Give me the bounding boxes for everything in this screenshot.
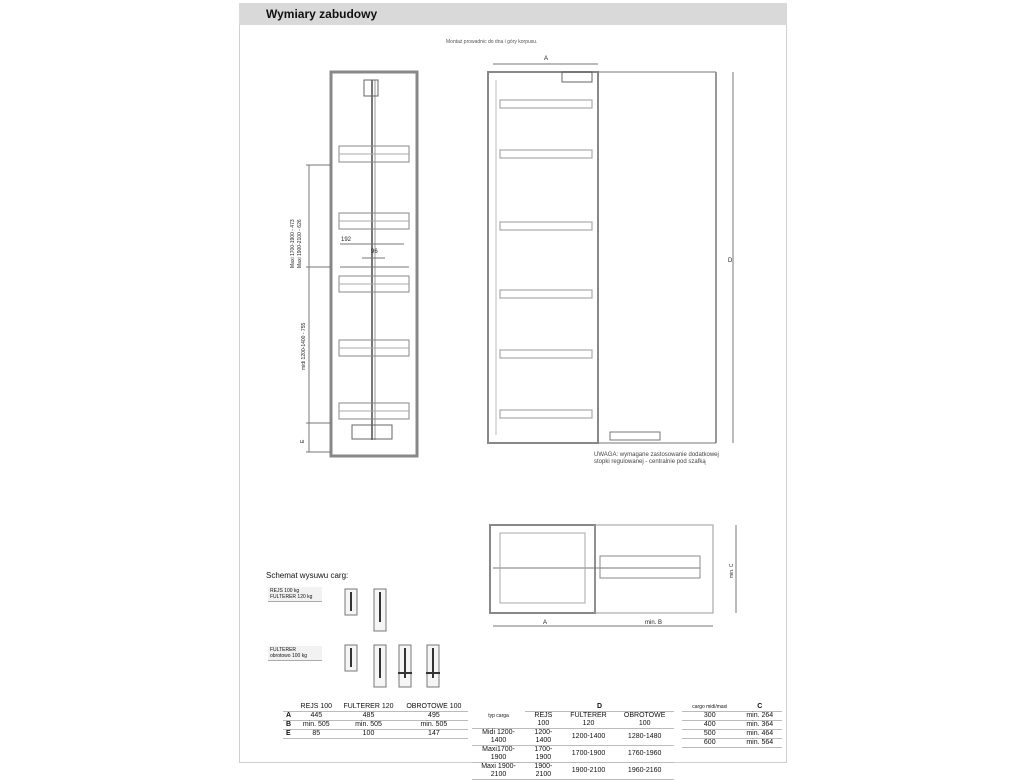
t3-cell: min. 464 [738,730,782,739]
table-row [283,712,468,721]
t3-cell: 500 [682,730,738,739]
mode2-line2: obrotowo 100 kg [270,653,307,659]
table-row [682,730,782,739]
mounting-note: Montaż prowadnic do dna i góry korpusu. [446,39,538,45]
t2-cell: 1200-1400 [525,729,562,746]
dim-96: 96 [371,249,378,255]
t1-h1: REJS 100 [295,703,337,712]
dim-min-b: min. B [645,620,663,626]
schemat-title: Schemat wysuwu carg: [266,571,349,580]
mode-fulterer-obrotowo [268,646,322,661]
front-view-cabinet [306,72,417,456]
t3-cell: min. 564 [738,739,782,748]
t2-h1: REJS 100 [525,712,562,729]
table-row [472,746,674,763]
t2-cell: 1760-1960 [615,746,674,763]
top-view-cabinet [490,525,736,626]
t2-cell: Midi 1200-1400 [472,729,525,746]
t2-h2: FULTERER 120 [562,712,616,729]
t3-cell: 300 [682,712,738,721]
t1-cell: 485 [337,712,400,721]
mode1-line1: REJS 100 kg [270,588,300,594]
table-row [682,712,782,721]
t3-cell: 600 [682,739,738,748]
warning-note: UWAGA: wymagane zastosowanie dodatkowej stopki regulowanej - centralnie pod szafką [594,452,719,465]
t2-cell: 1960-2160 [615,763,674,780]
dim-192: 192 [341,237,352,243]
t1-cell: 445 [295,712,337,721]
dim-midi: midi 1200-1400 - 755 [301,322,307,370]
dim-min-c: min. C [729,563,735,578]
t1-cell: min. 505 [337,721,400,730]
t2-cell: 1280-1480 [615,729,674,746]
t2-cell: 1900-2100 [525,763,562,780]
mode-rejs-fulterer [268,587,322,602]
dim-maxi-2: Maxi 1900-2100 - 626 [297,219,303,268]
dim-maxi-1: Maxi 1700-1900 - 473 [290,219,296,268]
page-title: Wymiary zabudowy [266,7,378,21]
t1-cell: 495 [400,712,468,721]
t2-d-header: D [525,703,674,712]
t3-cell: min. 264 [738,712,782,721]
t2-h3: OBROTOWE 100 [615,712,674,729]
table-row [283,730,468,739]
t3-cell: min. 364 [738,721,782,730]
t1-h0 [283,703,295,712]
mode2-line1: FULTERER [270,647,297,653]
schemat-icons [345,589,439,687]
t1-cell: A [283,712,295,721]
t2-cell: Maxi 1900-2100 [472,763,525,780]
t2-typ-label: typ carga [472,703,525,729]
table-row [682,739,782,748]
t1-cell: E [283,730,295,739]
dim-a-side: A [544,56,549,62]
dim-a-top: A [543,620,548,626]
t1-h3: OBROTOWE 100 [400,703,468,712]
t1-cell: min. 505 [295,721,337,730]
t1-cell: 147 [400,730,468,739]
t1-cell: min. 505 [400,721,468,730]
dim-e: E [300,439,306,443]
t2-cell: Maxi1700-1900 [472,746,525,763]
side-view-cabinet [488,64,733,443]
t1-cell: 100 [337,730,400,739]
table-c [682,703,782,748]
table-d [472,703,674,780]
t1-cell: 85 [295,730,337,739]
mode1-line2: FULTERER 120 kg [270,594,313,600]
t2-cell: 1200-1400 [562,729,616,746]
t2-cell: 1700-1900 [525,746,562,763]
t3-h1: C [738,703,782,712]
t3-h0: cargo midi/maxi [682,703,738,712]
t1-h2: FULTERER 120 [337,703,400,712]
dim-d: D [728,258,733,264]
table-row [682,721,782,730]
t1-cell: B [283,721,295,730]
table-row [472,763,674,780]
table-abe [283,703,468,739]
t3-cell: 400 [682,721,738,730]
table-row [472,729,674,746]
t2-cell: 1700-1900 [562,746,616,763]
table-row [283,721,468,730]
t2-cell: 1900-2100 [562,763,616,780]
